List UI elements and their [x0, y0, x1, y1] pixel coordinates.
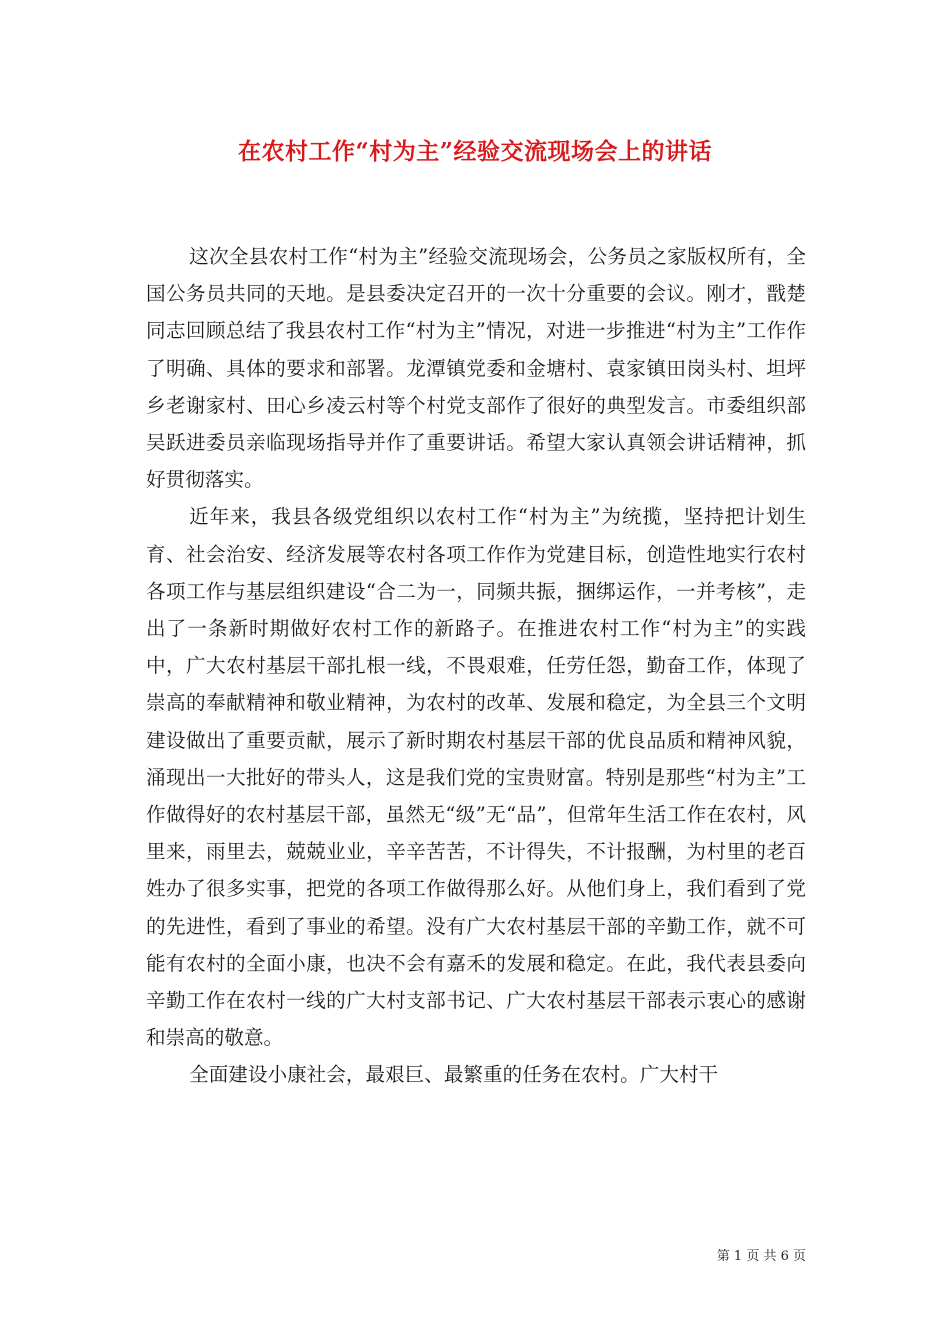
page-number: 第 1 页 共 6 页 [716, 1249, 806, 1264]
document-body [146, 238, 806, 1094]
paragraph-2: 近年来，我县各级党组织以农村工作“村为主”为统揽，坚持把计划生育、社会治安、经济发展等农村各项工作作为党建目标，创造性地实行农村各项工作与基层组织建设“合二为一，同频共振，捆绑运作，一并考核”，走出了一条新时期做好农村工作的新路子。在推进农村工作“村为主”的实践中，广大农村基层干部扎根一线，不畏艰难，任劳任怨，勤奋工作，体现了崇高的奉献精神和敬业精神，为农村的改革、发展和稳定，为全县三个文明建设做出了重要贡献，展示了新时期农村基层干部的优良品质和精神风貌，涌现出一大批好的带头人，这是我们党的宝贵财富。特别是那些“村为主”工作做得好的农村基层干部，虽然无“级”无“品”，但常年生活工作在农村，风里来，雨里去，兢兢业业，辛辛苦苦，不计得失，不计报酬，为村里的老百姓办了很多实事，把党的各项工作做得那么好。从他们身上，我们看到了党的先进性，看到了事业的希望。没有广大农村基层干部的辛勤工作，就不可能有农村的全面小康，也决不会有嘉禾的发展和稳定。在此，我代表县委向辛勤工作在农村一线的广大村支部书记、广大农村基层干部表示衷心的感谢和崇高的敬意。 [146, 505, 806, 1050]
paragraph-1: 这次全县农村工作“村为主”经验交流现场会，公务员之家版权所有，全国公务员共同的天地。是县委决定召开的一次十分重要的会议。刚才，戬楚同志回顾总结了我县农村工作“村为主”情况，对进一步推进“村为主”工作作了明确、具体的要求和部署。龙潭镇党委和金塘村、袁家镇田岗头村、坦坪乡老谢家村、田心乡凌云村等个村党支部作了很好的典型发言。市委组织部吴跃进委员亲临现场指导并作了重要讲话。希望大家认真领会讲话精神，抓好贯彻落实。 [146, 245, 806, 492]
paragraph-3: 全面建设小康社会，最艰巨、最繁重的任务在农村。广大村干 [189, 1063, 719, 1087]
document-title: 在农村工作“村为主”经验交流现场会上的讲话 [238, 138, 712, 165]
